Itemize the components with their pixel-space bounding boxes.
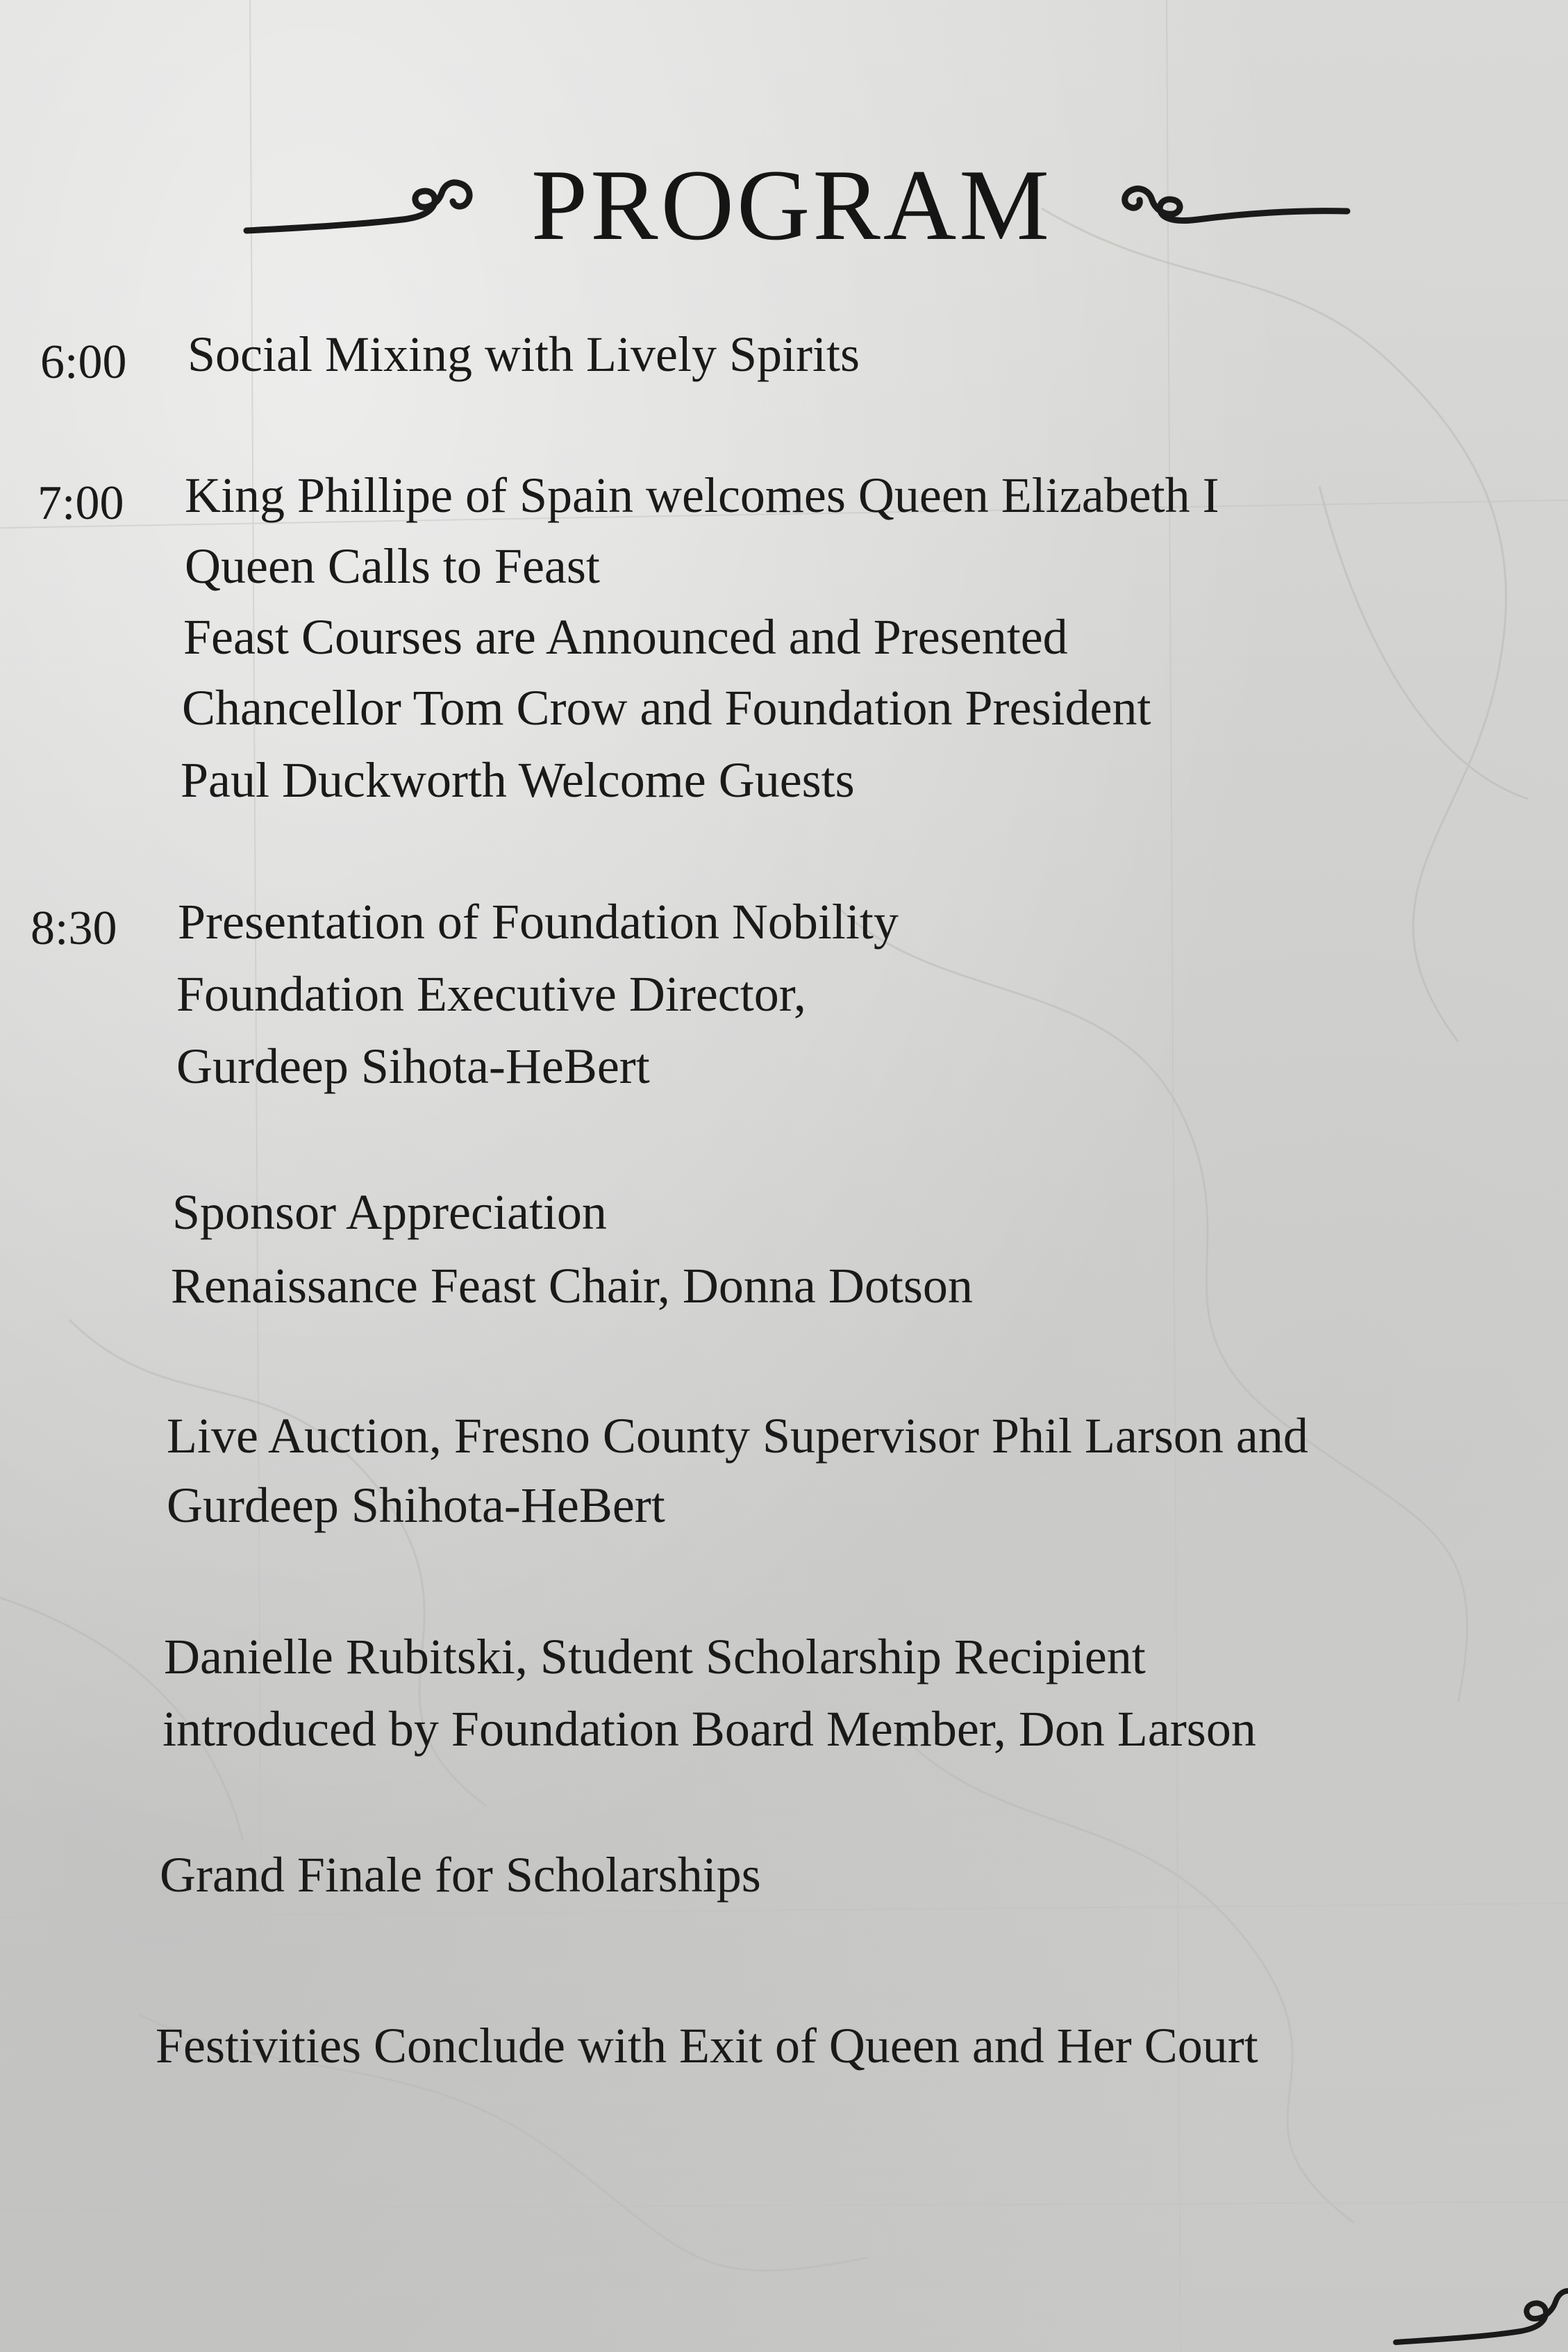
time-label: 8:30 (31, 902, 117, 955)
program-line: Feast Courses are Announced and Presented (183, 609, 1068, 665)
program-line: Foundation Executive Director, (176, 966, 806, 1022)
program-line: Paul Duckworth Welcome Guests (181, 752, 855, 808)
program-line: Presentation of Foundation Nobility (178, 894, 899, 950)
program-line: Chancellor Tom Crow and Foundation President (182, 680, 1151, 736)
time-label: 7:00 (37, 477, 124, 530)
program-line: Sponsor Appreciation (172, 1184, 607, 1240)
program-heading (0, 139, 1568, 278)
program-line: Danielle Rubitski, Student Scholarship Recipient (164, 1629, 1146, 1684)
program-line: Renaissance Feast Chair, Donna Dotson (171, 1258, 973, 1314)
corner-flourish-icon (1389, 2264, 1568, 2352)
program-line: Queen Calls to Feast (185, 538, 600, 594)
program-line: Gurdeep Shihota-HeBert (167, 1477, 665, 1533)
right-flourish-icon (1094, 153, 1351, 243)
program-line: introduced by Foundation Board Member, Don Larson (162, 1701, 1256, 1757)
time-label: 6:00 (40, 336, 127, 389)
left-flourish-icon (243, 153, 493, 243)
program-line: Social Mixing with Lively Spirits (187, 326, 860, 382)
page-title: PROGRAM (531, 149, 1053, 261)
program-line: Festivities Conclude with Exit of Queen and Her Court (156, 2018, 1258, 2073)
program-line: Live Auction, Fresno County Supervisor Phil Larson and (167, 1408, 1308, 1464)
program-line: Gurdeep Sihota-HeBert (176, 1038, 650, 1094)
program-line: King Phillipe of Spain welcomes Queen Elizabeth I (185, 467, 1219, 523)
program-line: Grand Finale for Scholarships (160, 1847, 761, 1903)
